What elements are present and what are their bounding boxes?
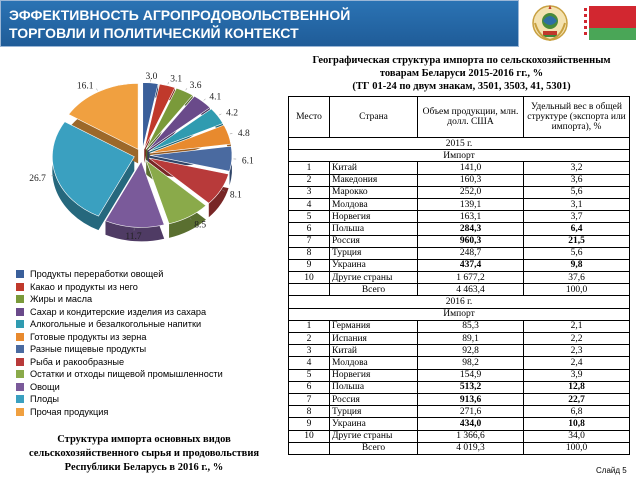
cell-share: 6,8 (524, 406, 630, 418)
table-title-line2: товарам Беларуси 2015-2016 гг., % (379, 68, 544, 79)
table-row (289, 235, 630, 247)
slide-title (9, 6, 350, 42)
legend-label: Сахар и кондитерские изделия из сахара (30, 306, 207, 317)
cell-country: Турция (330, 406, 418, 418)
legend-item (16, 331, 286, 344)
cell-share: 10,8 (524, 418, 630, 430)
table-row (289, 247, 630, 259)
pie-data-label: 8.5 (194, 220, 207, 231)
pie-data-label: 3.6 (189, 81, 202, 92)
legend-label: Продукты переработки овощей (30, 269, 164, 279)
cell-country: Молдова (330, 198, 418, 210)
table-row (289, 259, 630, 271)
legend-swatch (16, 333, 24, 341)
table-row (289, 333, 630, 345)
chart-caption (4, 433, 284, 475)
pie-data-label: 11.7 (125, 232, 142, 243)
pie-leader-line (204, 99, 206, 101)
cell-volume: 141,0 (418, 162, 524, 174)
header-share: Удельный вес в общей структуре (экспорта или импорта), % (524, 97, 630, 138)
cell-volume: 92,8 (418, 345, 524, 357)
cell-share: 2,3 (524, 345, 630, 357)
cell-volume: 434,0 (418, 418, 524, 430)
legend-swatch (16, 283, 24, 291)
pie-leader-line (186, 88, 187, 90)
cell-share: 6,4 (524, 223, 630, 235)
belarus-emblem-icon (531, 3, 569, 43)
legend-swatch (16, 370, 24, 378)
legend-swatch (16, 358, 24, 366)
legend-item (16, 406, 286, 419)
legend-label: Остатки и отходы пищевой промышленности (30, 369, 223, 379)
cell-place: 8 (289, 247, 330, 259)
cell-country: Македония (330, 174, 418, 186)
legend-swatch (16, 408, 24, 416)
cell-volume: 913,6 (418, 393, 524, 405)
legend-label: Плоды (30, 394, 59, 404)
cell-country: Испания (330, 333, 418, 345)
header-country: Страна (330, 97, 418, 138)
cell-country: Всего (330, 442, 418, 454)
cell-share: 21,5 (524, 235, 630, 247)
pie-data-label: 16.1 (76, 81, 94, 92)
legend-label: Жиры и масла (30, 294, 93, 304)
cell-share: 5,6 (524, 247, 630, 259)
table-row (289, 320, 630, 332)
cell-volume: 98,2 (418, 357, 524, 369)
cell-place: 5 (289, 369, 330, 381)
table-header-row (289, 97, 630, 138)
table-row (289, 369, 630, 381)
table-body (289, 138, 630, 455)
table-row (289, 174, 630, 186)
legend-swatch (16, 345, 24, 353)
table-row (289, 418, 630, 430)
cell-place: 3 (289, 345, 330, 357)
cell-share: 3,2 (524, 162, 630, 174)
legend-label: Какао и продукты из него (30, 281, 138, 292)
belarus-flag-icon (582, 6, 636, 40)
cell-place: 8 (289, 406, 330, 418)
legend-label: Разные пищевые продукты (30, 344, 147, 354)
legend-swatch (16, 295, 24, 303)
cell-volume: 4 019,3 (418, 442, 524, 454)
legend-item (16, 393, 286, 406)
pie-leader-line (96, 89, 97, 91)
cell-country: Россия (330, 235, 418, 247)
table-title-line3: (ТГ 01-24 по двум знакам, 3501, 3503, 41, 5301) (352, 81, 571, 92)
legend-item (16, 281, 286, 294)
slide-header (0, 0, 519, 47)
cell-share: 3,1 (524, 198, 630, 210)
cell-share: 3,7 (524, 211, 630, 223)
cell-country: Норвегия (330, 369, 418, 381)
legend-label: Овощи (30, 381, 60, 392)
header-place: Место (289, 97, 330, 138)
cell-country: Другие страны (330, 272, 418, 284)
table-row (289, 430, 630, 442)
pie-leader-line (230, 133, 233, 134)
chart-legend (16, 268, 286, 418)
table-row (289, 223, 630, 235)
pie-leader-line (219, 114, 221, 115)
cell-country: Китай (330, 162, 418, 174)
caption-line3: Республики Беларусь в 2016 г., % (64, 462, 224, 473)
table-row (289, 442, 630, 454)
cell-country: Германия (330, 320, 418, 332)
cell-place: 9 (289, 418, 330, 430)
section-year: 2016 г. (289, 296, 630, 308)
cell-place: 7 (289, 393, 330, 405)
table-row (289, 162, 630, 174)
cell-volume: 85,3 (418, 320, 524, 332)
cell-place: 3 (289, 186, 330, 198)
cell-place: 4 (289, 357, 330, 369)
cell-volume: 248,7 (418, 247, 524, 259)
table-row (289, 406, 630, 418)
pie-data-label: 3.1 (170, 74, 183, 85)
legend-item (16, 306, 286, 319)
legend-item (16, 343, 286, 356)
cell-volume: 252,0 (418, 186, 524, 198)
caption-line1: Структура импорта основных видов (57, 434, 231, 445)
cell-place: 4 (289, 198, 330, 210)
cell-place: 1 (289, 320, 330, 332)
cell-place: 7 (289, 235, 330, 247)
slide-number: Слайд 5 (596, 466, 627, 475)
table-row (289, 381, 630, 393)
cell-volume: 89,1 (418, 333, 524, 345)
cell-share: 12,8 (524, 381, 630, 393)
cell-volume: 154,9 (418, 369, 524, 381)
cell-place: 5 (289, 211, 330, 223)
cell-share: 9,8 (524, 259, 630, 271)
cell-volume: 1 677,2 (418, 272, 524, 284)
cell-volume: 160,3 (418, 174, 524, 186)
pie-data-label: 3.0 (145, 71, 158, 82)
legend-item (16, 293, 286, 306)
legend-swatch (16, 270, 24, 278)
table-row (289, 272, 630, 284)
legend-swatch (16, 320, 24, 328)
cell-country: Молдова (330, 357, 418, 369)
cell-share: 22,7 (524, 393, 630, 405)
cell-country: Украина (330, 418, 418, 430)
legend-item (16, 268, 286, 281)
cell-share: 37,6 (524, 272, 630, 284)
pie-data-label: 26.7 (29, 174, 46, 185)
cell-country: Другие страны (330, 430, 418, 442)
cell-volume: 4 463,4 (418, 284, 524, 296)
section-type-row (289, 308, 630, 320)
cell-share: 3,6 (524, 174, 630, 186)
cell-share: 3,9 (524, 369, 630, 381)
legend-item (16, 368, 286, 381)
cell-place: 6 (289, 223, 330, 235)
cell-share: 100,0 (524, 442, 630, 454)
cell-volume: 139,1 (418, 198, 524, 210)
cell-volume: 1 366,6 (418, 430, 524, 442)
cell-place: 10 (289, 272, 330, 284)
table-row (289, 357, 630, 369)
slide-title-line2: ТОРГОВЛИ И ПОЛИТИЧЕСКИЙ КОНТЕКСТ (9, 25, 299, 41)
legend-swatch (16, 383, 24, 391)
cell-country: Всего (330, 284, 418, 296)
cell-share: 2,1 (524, 320, 630, 332)
cell-place (289, 284, 330, 296)
cell-place (289, 442, 330, 454)
pie-data-label: 4.8 (237, 129, 250, 140)
cell-share: 2,2 (524, 333, 630, 345)
legend-item (16, 381, 286, 394)
table-title (288, 54, 635, 93)
slide-title-line1: ЭФФЕКТИВНОСТЬ АГРОПРОДОВОЛЬСТВЕННОЙ (9, 7, 351, 23)
pie-data-label: 4.1 (209, 92, 222, 103)
section-year-row (289, 138, 630, 150)
legend-swatch (16, 308, 24, 316)
cell-country: Россия (330, 393, 418, 405)
table-title-line1: Географическая структура импорта по сельскохозяйственным (312, 55, 611, 66)
cell-place: 1 (289, 162, 330, 174)
legend-swatch (16, 395, 24, 403)
cell-country: Марокко (330, 186, 418, 198)
cell-place: 10 (289, 430, 330, 442)
legend-label: Готовые продукты из зерна (30, 331, 147, 342)
table-row (289, 393, 630, 405)
cell-share: 34,0 (524, 430, 630, 442)
legend-label: Прочая продукция (30, 406, 109, 417)
cell-share: 5,6 (524, 186, 630, 198)
cell-country: Китай (330, 345, 418, 357)
section-type: Импорт (289, 308, 630, 320)
table-row (289, 186, 630, 198)
caption-line2: сельскохозяйственного сырья и продовольствия (28, 448, 260, 459)
cell-country: Украина (330, 259, 418, 271)
cell-volume: 271,6 (418, 406, 524, 418)
cell-place: 2 (289, 174, 330, 186)
cell-country: Турция (330, 247, 418, 259)
table-row (289, 198, 630, 210)
legend-label: Рыба и ракообразные (30, 356, 125, 367)
legend-item (16, 318, 286, 331)
import-pie-chart (0, 55, 280, 267)
cell-place: 6 (289, 381, 330, 393)
section-year-row (289, 296, 630, 308)
cell-volume: 163,1 (418, 211, 524, 223)
cell-volume: 284,3 (418, 223, 524, 235)
cell-volume: 513,2 (418, 381, 524, 393)
pie-data-label: 4.2 (226, 108, 239, 119)
import-structure-table (288, 96, 630, 455)
table-row (289, 211, 630, 223)
header-volume: Объем продукции, млн. долл. США (418, 97, 524, 138)
legend-item (16, 356, 286, 369)
table-row (289, 284, 630, 296)
cell-place: 9 (289, 259, 330, 271)
pie-data-label: 6.1 (241, 156, 254, 167)
cell-country: Польша (330, 381, 418, 393)
section-type-row (289, 150, 630, 162)
section-type: Импорт (289, 150, 630, 162)
cell-volume: 960,3 (418, 235, 524, 247)
section-year: 2015 г. (289, 138, 630, 150)
legend-label: Алкогольные и безалкогольные напитки (30, 319, 202, 329)
cell-share: 100,0 (524, 284, 630, 296)
cell-share: 2,4 (524, 357, 630, 369)
pie-data-label: 8.1 (229, 190, 242, 201)
pie-leader-line (168, 82, 169, 84)
cell-place: 2 (289, 333, 330, 345)
cell-country: Норвегия (330, 211, 418, 223)
cell-country: Польша (330, 223, 418, 235)
cell-volume: 437,4 (418, 259, 524, 271)
table-row (289, 345, 630, 357)
